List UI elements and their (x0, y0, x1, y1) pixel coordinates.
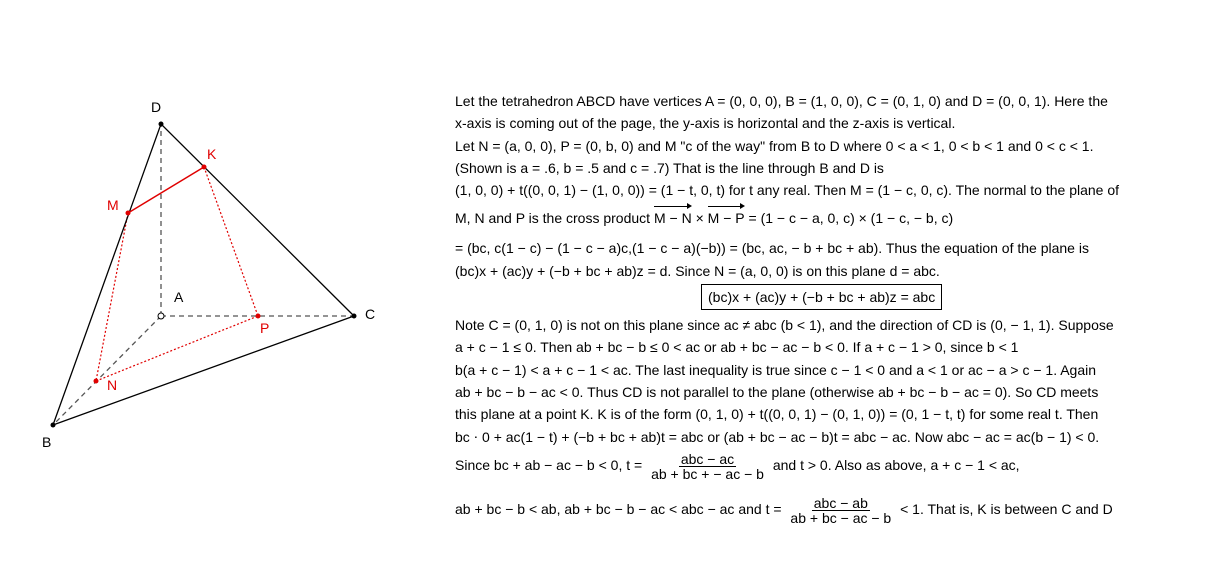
vector-MP: M − P (708, 207, 745, 229)
text-line: (1, 0, 0) + t((0, 0, 1) − (1, 0, 0)) = (1 − t, 0, t) for t any real. Then M = (1 − c, 0, c). The normal to the plane of (455, 182, 1120, 199)
proof-text (455, 90, 1205, 534)
label-N: N (107, 377, 118, 393)
text-line: Let N = (a, 0, 0), P = (0, b, 0) and M "c of the way" from B to D where 0 < a < 1, 0 < b < 1 and 0 < c < 1. (455, 137, 1094, 154)
fraction-numerator: abc − ac (680, 450, 735, 467)
vertex-D (159, 122, 164, 127)
vertex-C (352, 314, 357, 319)
text-segment: ab + bc − b < ab, ab + bc − b − ac < abc − ac and t = (455, 501, 782, 518)
vertex-A (158, 313, 164, 319)
text-line: ab + bc − b − ac < 0. Thus CD is not parallel to the plane (otherwise ab + bc − b − ac = 0). So CD meets (455, 383, 1099, 400)
text-segment: Since bc + ab − ac − b < 0, t = (455, 457, 643, 474)
fraction-t1 (649, 452, 766, 481)
text-line-fraction-2 (455, 490, 1205, 534)
edge-AB (53, 316, 161, 425)
text-line-fraction-1 (455, 448, 1205, 490)
fraction-t2 (788, 496, 893, 525)
boxed-equation: (bc)x + (ac)y + (−b + bc + ab)z = abc (701, 284, 942, 310)
boxed-equation-line (455, 282, 1205, 314)
label-D: D (151, 99, 162, 115)
segment-KP (204, 167, 258, 316)
point-M (126, 211, 131, 216)
vertex-B (51, 423, 56, 428)
text-segment: and t > 0. Also as above, a + c − 1 < ac, (772, 457, 1020, 474)
text-line: this plane at a point K. K is of the form (0, 1, 0) + t((0, 0, 1) − (0, 1, 0)) = (0, 1 − t, t) for some real t. Then (455, 406, 1099, 423)
edge-DC (161, 124, 354, 316)
segment-MK (128, 167, 204, 213)
point-P (256, 314, 261, 319)
fraction-denominator: ab + bc + − ac − b (651, 465, 764, 482)
text-line: a + c − 1 ≤ 0. Then ab + bc − b ≤ 0 < ac or ab + bc − ac − b < 0. If a + c − 1 > 0, since b < 1 (455, 339, 1019, 356)
label-B: B (42, 434, 52, 450)
text-line: x-axis is coming out of the page, the y-axis is horizontal and the z-axis is vertical. (455, 115, 956, 132)
tetrahedron-diagram (0, 0, 440, 576)
label-M: M (107, 197, 119, 213)
text-line: (Shown is a = .6, b = .5 and c = .7) That is the line through B and D is (455, 159, 884, 176)
vector-MN: M − N (654, 207, 692, 229)
fraction-numerator: abc − ab (813, 494, 868, 511)
text-segment: = (1 − c − a, 0, c) × (1 − c, − b, c) (744, 210, 954, 227)
label-C: C (365, 306, 376, 322)
segment-MN (96, 213, 128, 381)
label-A: A (174, 289, 184, 305)
text-line: bc ⋅ 0 + ac(1 − t) + (−b + bc + ab)t = abc or (ab + bc − ac − b)t = abc − ac. Now abc − ac = ac(b − 1) < 0. (455, 428, 1100, 445)
text-line: Let the tetrahedron ABCD have vertices A = (0, 0, 0), B = (1, 0, 0), C = (0, 1, 0) and D = (0, 0, 1). Here the (455, 93, 1108, 109)
text-segment: × (691, 210, 708, 227)
text-line: b(a + c − 1) < a + c − 1 < ac. The last inequality is true since c − 1 < 0 and a < 1 or ac − a > c − 1. Again (455, 361, 1097, 378)
fraction-denominator: ab + bc − ac − b (790, 509, 892, 526)
point-N (94, 379, 99, 384)
point-K (202, 165, 207, 170)
text-line: = (bc, c(1 − c) − (1 − c − a)c,(1 − c − a)(−b)) = (bc, ac, − b + bc + ab). Thus the equation of the plane is (455, 240, 1089, 257)
label-P: P (260, 320, 270, 336)
text-line-cross-product (455, 201, 1205, 237)
text-line: Note C = (0, 1, 0) is not on this plane since ac ≠ abc (b < 1), and the direction of CD is (0, − 1, 1). Suppose (455, 317, 1114, 334)
segment-NP (96, 316, 258, 381)
label-K: K (207, 146, 217, 162)
text-segment: M, N and P is the cross product (455, 210, 654, 227)
text-line: (bc)x + (ac)y + (−b + bc + ab)z = d. Since N = (a, 0, 0) is on this plane d = abc. (455, 262, 940, 279)
text-segment: < 1. That is, K is between C and D (900, 501, 1113, 518)
